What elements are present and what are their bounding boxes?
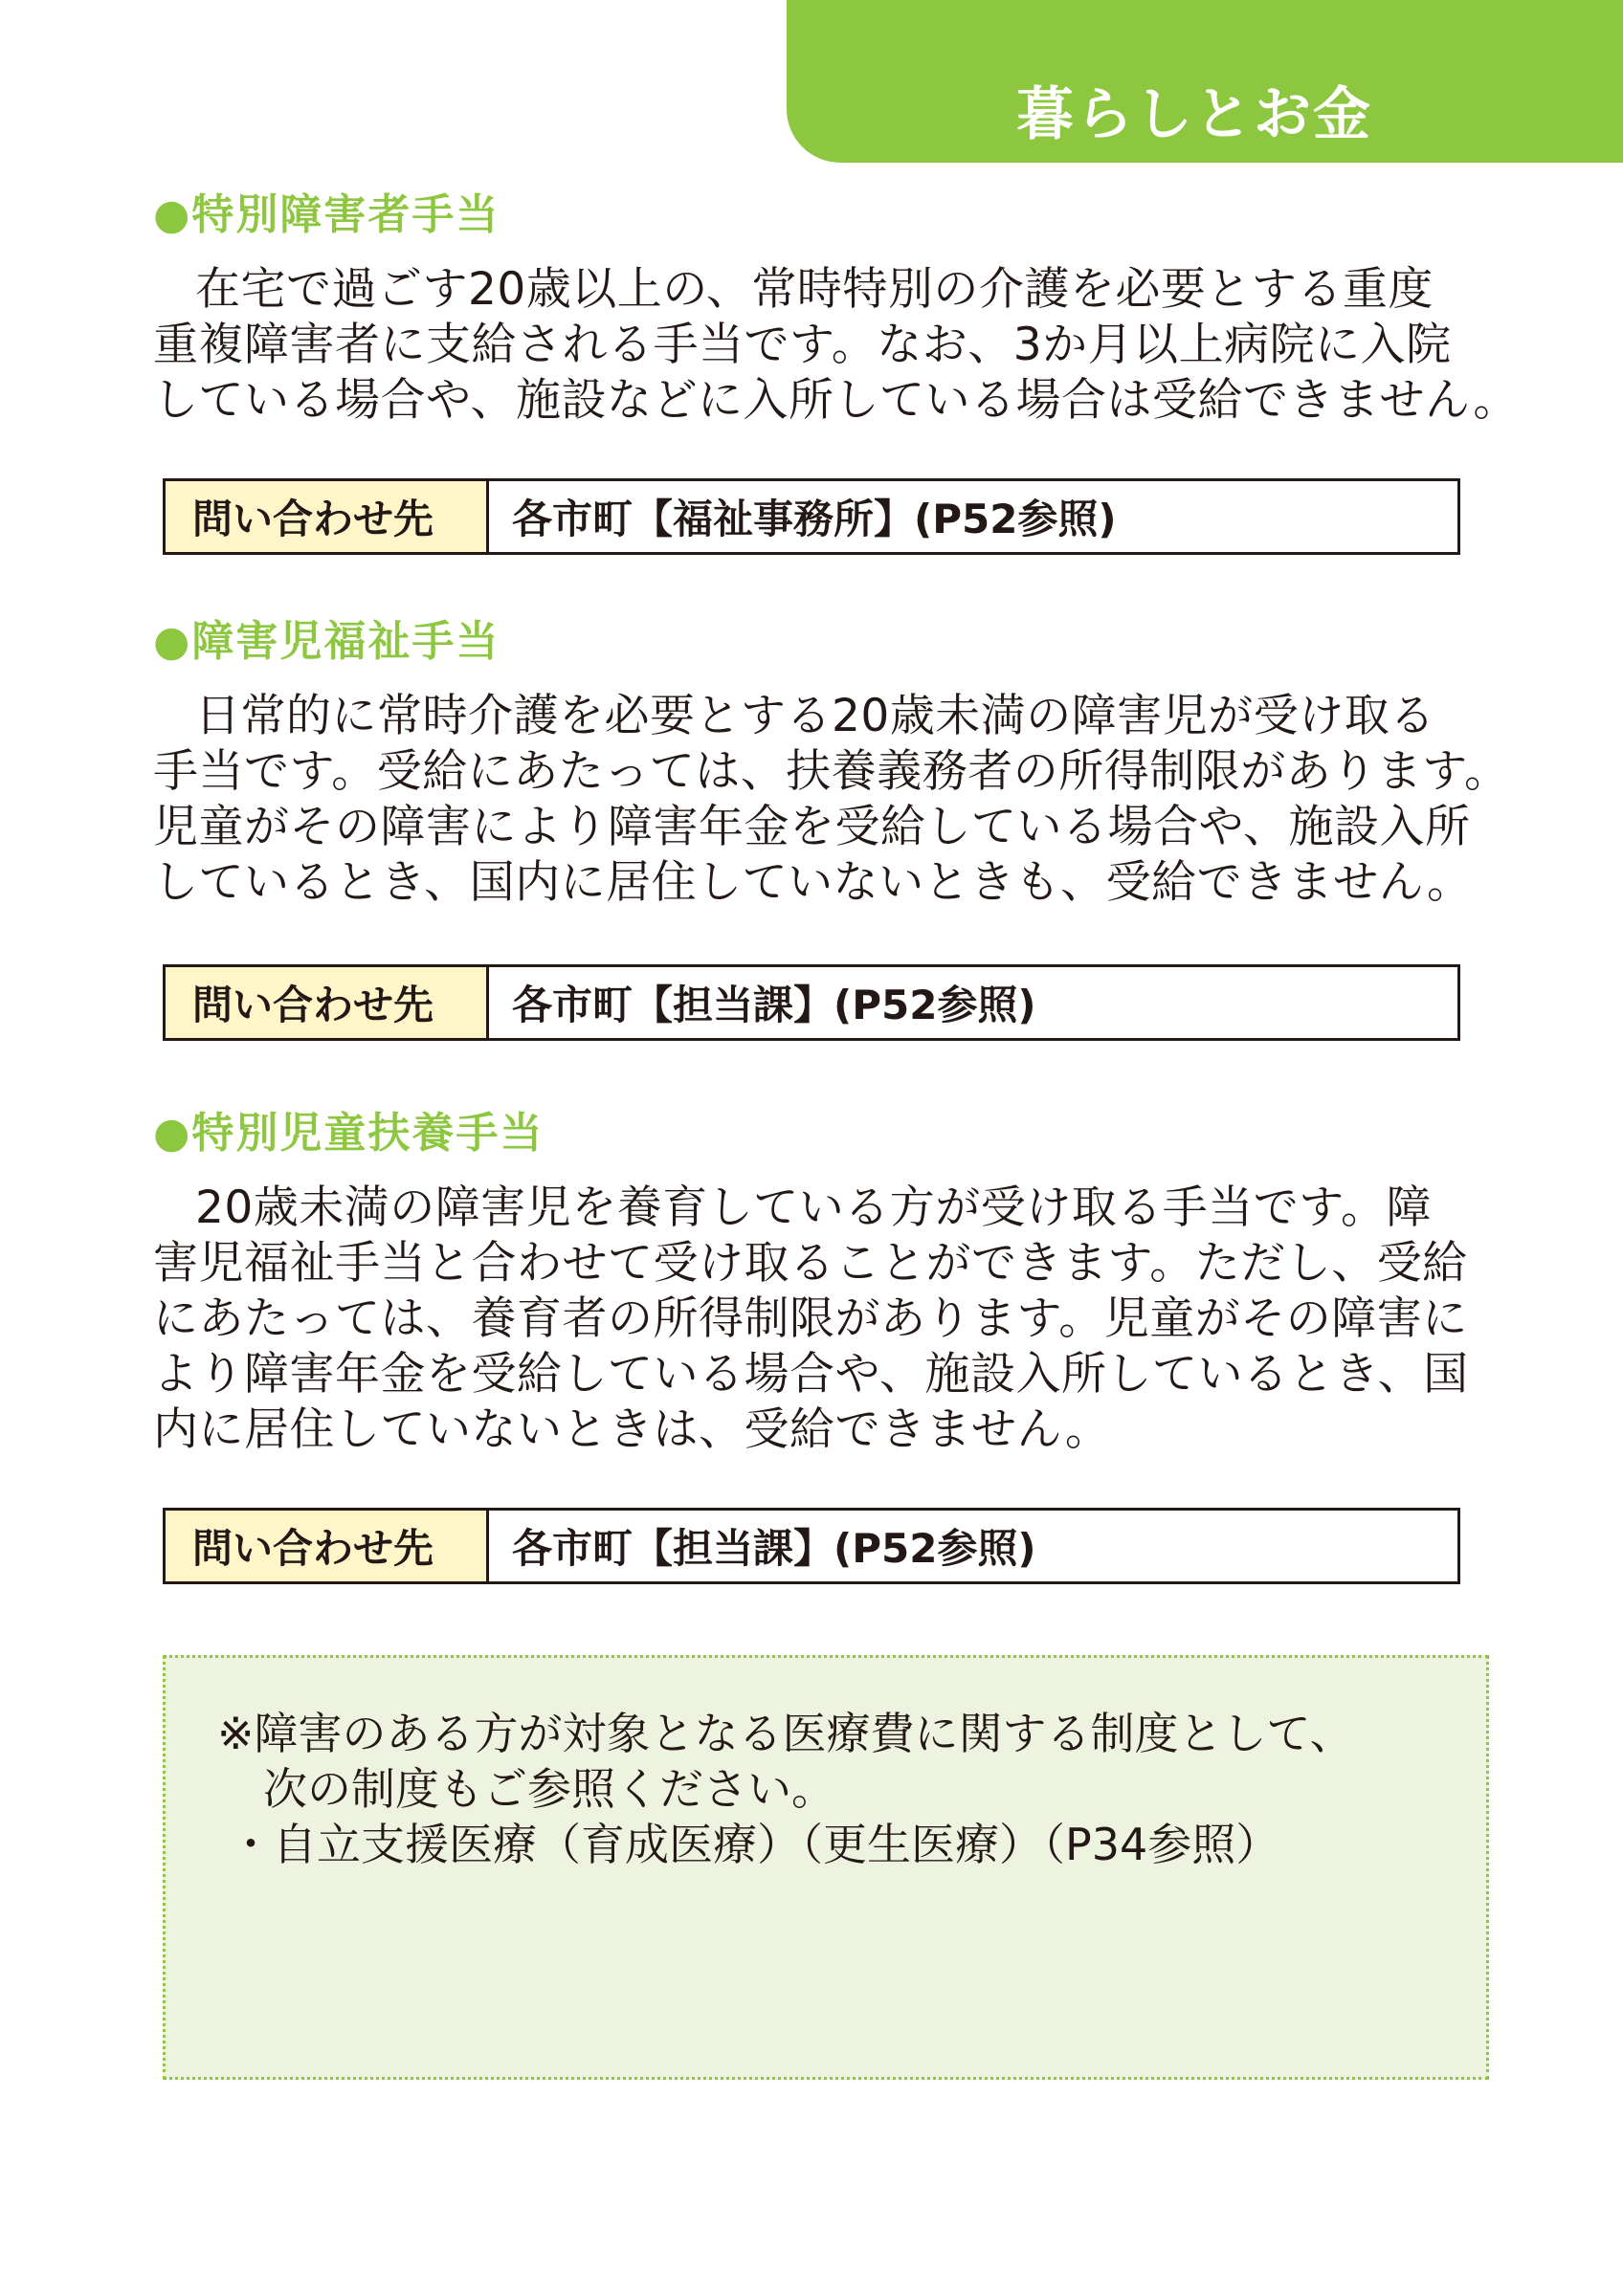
reference-note-box	[163, 1655, 1489, 2080]
body-line: 在宅で過ごす20歳以上の、常時特別の介護を必要とする重度	[195, 263, 1434, 316]
section-special-disability-allowance	[153, 189, 1522, 429]
contact-box	[163, 478, 1460, 555]
section-body	[153, 262, 1522, 429]
contact-box	[163, 1508, 1460, 1584]
note-bullet-item: ・自立支援医療（育成医療）（更生医療）（P34参照）	[229, 1819, 1280, 1870]
note-line: ※障害のある方が対象となる医療費に関する制度として、	[217, 1708, 1354, 1759]
body-line: 内に居住していないときは、受給できません。	[153, 1403, 1111, 1456]
body-line: 害児福祉手当と合わせて受け取ることができます。ただし、受給	[153, 1237, 1468, 1290]
body-line: しているとき、国内に居住していないときも、受給できません。	[153, 856, 1473, 909]
body-line: 日常的に常時介護を必要とする20歳未満の障害児が受け取る	[195, 690, 1435, 742]
note-line: 次の制度もご参照ください。	[263, 1763, 835, 1815]
section-heading: ●障害児福祉手当	[153, 617, 500, 666]
contact-value: 各市町【担当課】(P52参照)	[512, 982, 1036, 1028]
section-heading: ●特別児童扶養手当	[153, 1109, 545, 1158]
section-heading: ●特別障害者手当	[153, 190, 500, 239]
body-line: 20歳未満の障害児を養育している方が受け取る手当です。障	[195, 1181, 1433, 1234]
contact-label: 問い合わせ先	[166, 967, 489, 1038]
section-special-child-support-allowance	[153, 1108, 1522, 1458]
body-line: にあたっては、養育者の所得制限があります。児童がその障害に	[153, 1292, 1468, 1345]
body-line: より障害年金を受給している場合や、施設入所しているとき、国	[153, 1348, 1469, 1401]
body-line: している場合や、施設などに入所している場合は受給できません。	[153, 374, 1519, 427]
section-body	[153, 1181, 1522, 1458]
note-text	[217, 1706, 1354, 1872]
body-line: 重複障害者に支給される手当です。なお、3か月以上病院に入院	[153, 319, 1452, 371]
contact-value: 各市町【福祉事務所】(P52参照)	[512, 496, 1117, 542]
contact-label: 問い合わせ先	[166, 1511, 489, 1581]
body-line: 手当です。受給にあたっては、扶養義務者の所得制限があります。	[153, 745, 1510, 798]
contact-box	[163, 964, 1460, 1041]
body-line: 児童がその障害により障害年金を受給している場合や、施設入所	[153, 801, 1471, 853]
section-child-disability-welfare-allowance	[153, 616, 1522, 911]
contact-label: 問い合わせ先	[166, 481, 489, 552]
contact-value: 各市町【担当課】(P52参照)	[512, 1525, 1036, 1572]
section-body	[153, 689, 1522, 911]
page-category-title: 暮らしとお金	[1016, 81, 1372, 148]
